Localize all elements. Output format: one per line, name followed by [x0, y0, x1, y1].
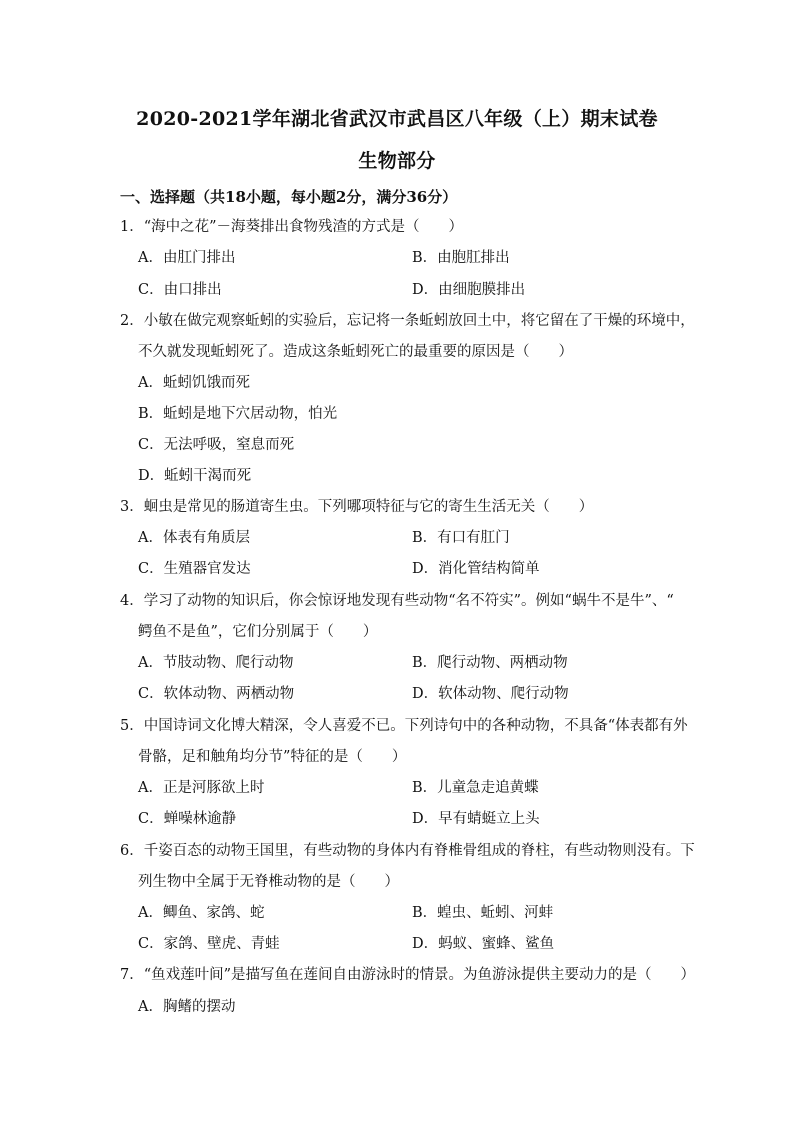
q1-option-b: B．由胞肛排出: [412, 250, 510, 266]
q5-option-c: C．蝉噪林逾静: [138, 811, 237, 827]
q7-option-a: A．胸鳍的摆动: [138, 999, 236, 1015]
question-6-text: 6．千姿百态的动物王国里，有些动物的身体内有脊椎骨组成的脊柱，有些动物则没有。下: [120, 843, 695, 859]
question-5-text: 5．中国诗词文化博大精深，令人喜爱不已。下列诗句中的各种动物，不具备“体表都有外: [120, 718, 688, 734]
question-4-text-cont: 鳄鱼不是鱼”，它们分别属于（ ）: [138, 624, 378, 640]
q2-option-b: B．蚯蚓是地下穴居动物，怕光: [138, 406, 338, 422]
page-subtitle: 生物部分: [358, 150, 436, 172]
q2-option-d: D．蚯蚓干渴而死: [138, 468, 252, 484]
question-1-text: 1．“海中之花”－海葵排出食物残渣的方式是（ ）: [120, 219, 464, 235]
q1-option-c: C．由口排出: [138, 282, 222, 298]
q3-option-b: B．有口有肛门: [412, 530, 510, 546]
q3-option-a: A．体表有角质层: [138, 530, 250, 546]
question-3-text: 3．蛔虫是常见的肠道寄生虫。下列哪项特征与它的寄生生活无关（ ）: [120, 499, 594, 515]
q2-option-a: A．蚯蚓饥饿而死: [138, 375, 250, 391]
q3-option-c: C．生殖器官发达: [138, 561, 251, 577]
question-4-text: 4．学习了动物的知识后，你会惊讶地发现有些动物“名不符实”。例如“蜗牛不是牛”、“: [120, 593, 674, 609]
q4-option-b: B．爬行动物、两栖动物: [412, 655, 568, 671]
section-heading: 一、选择题（共18小题，每小题2分，满分36分）: [120, 188, 458, 206]
q5-option-d: D．早有蜻蜓立上头: [412, 811, 540, 827]
q6-option-c: C．家鸽、壁虎、青蛙: [138, 936, 280, 952]
q1-option-a: A．由肛门排出: [138, 250, 236, 266]
q4-option-d: D．软体动物、爬行动物: [412, 686, 569, 702]
q4-option-a: A．节肢动物、爬行动物: [138, 655, 294, 671]
q4-option-c: C．软体动物、两栖动物: [138, 686, 295, 702]
q6-option-d: D．蚂蚁、蜜蜂、鲨鱼: [412, 936, 555, 952]
q6-option-a: A．鲫鱼、家鸽、蛇: [138, 905, 265, 921]
q3-option-d: D．消化管结构简单: [412, 561, 540, 577]
page-title: 2020-2021学年湖北省武汉市武昌区八年级（上）期末试卷: [136, 108, 658, 130]
q5-option-b: B．儿童急走追黄蝶: [412, 780, 539, 796]
question-7-text: 7．“鱼戏莲叶间”是描写鱼在莲间自由游泳时的情景。为鱼游泳提供主要动力的是（ ）: [120, 967, 696, 983]
question-6-text-cont: 列生物中全属于无脊椎动物的是（ ）: [138, 874, 399, 890]
q1-option-d: D．由细胞膜排出: [412, 282, 526, 298]
question-5-text-cont: 骨骼，足和触角均分节”特征的是（ ）: [138, 749, 407, 765]
question-2-text-cont: 不久就发现蚯蚓死了。造成这条蚯蚓死亡的最重要的原因是（ ）: [138, 344, 573, 360]
q6-option-b: B．蝗虫、蚯蚓、河蚌: [412, 905, 554, 921]
q2-option-c: C．无法呼吸，窒息而死: [138, 437, 295, 453]
q5-option-a: A．正是河豚欲上时: [138, 780, 265, 796]
question-2-text: 2．小敏在做完观察蚯蚓的实验后，忘记将一条蚯蚓放回土中，将它留在了干燥的环境中，: [120, 313, 695, 329]
